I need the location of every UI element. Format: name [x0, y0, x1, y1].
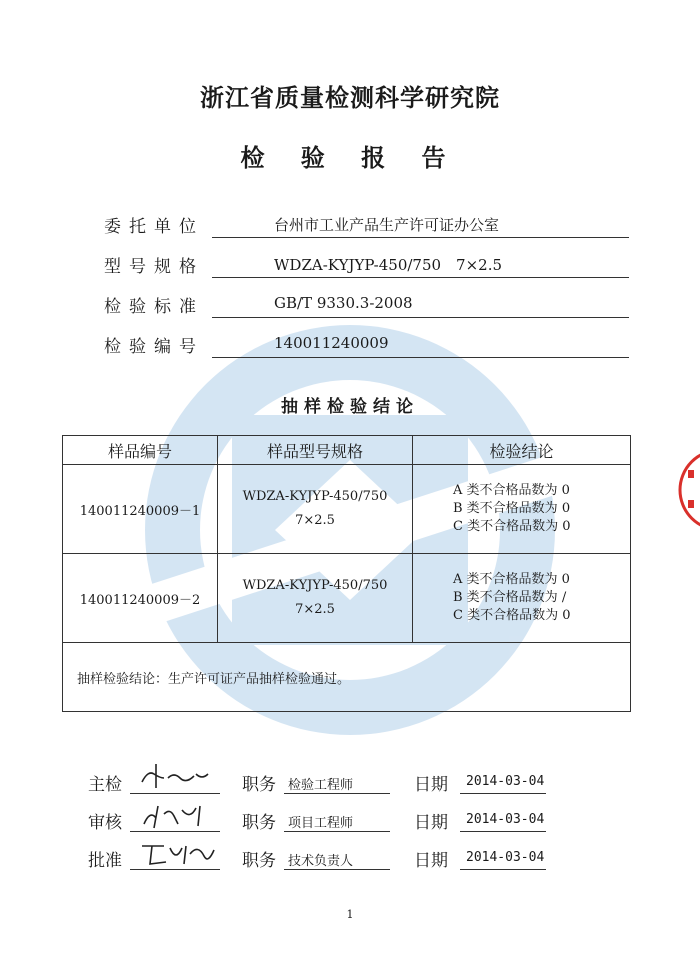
- info-value: WDZA-KYJYP-450/750 7×2.5: [274, 256, 503, 274]
- section-title: 抽样检验结论: [281, 397, 419, 417]
- model-line: WDZA-KYJYP-450/750: [242, 578, 388, 593]
- table-header-row: [63, 436, 631, 465]
- conclusion-row: [63, 643, 631, 712]
- signature-row-reviewer: [88, 806, 548, 836]
- table-row: [63, 554, 631, 643]
- underline: [212, 237, 629, 238]
- inspection-result: [413, 554, 631, 643]
- underline: [284, 793, 390, 794]
- result-line: B 类不合格品数为 0: [453, 501, 571, 516]
- underline: [284, 831, 390, 832]
- position-label: 职务: [242, 813, 276, 833]
- report-title: 检 验 报 告: [240, 143, 460, 172]
- table-row: [63, 465, 631, 554]
- result-line: A 类不合格品数为 0: [453, 572, 570, 587]
- column-header: 样品型号规格: [218, 436, 413, 465]
- handwritten-signature-icon: [134, 798, 224, 832]
- info-row-number: [104, 332, 629, 358]
- date-label: 日期: [414, 851, 448, 871]
- underline: [130, 793, 220, 794]
- handwritten-signature-icon: [134, 836, 224, 870]
- inspection-result: [413, 465, 631, 554]
- organization-title: 浙江省质量检测科学研究院: [200, 83, 500, 112]
- results-table: [62, 435, 631, 712]
- info-row-standard: [104, 292, 629, 318]
- sampling-conclusion: 抽样检验结论：生产许可证产品抽样检验通过。: [63, 643, 631, 712]
- signature-row-approver: [88, 844, 548, 874]
- signature-role: 批准: [88, 851, 122, 871]
- result-line: C 类不合格品数为 0: [453, 608, 571, 623]
- sample-model: [218, 554, 413, 643]
- info-row-model: [104, 252, 629, 278]
- position-value: 项目工程师: [288, 816, 354, 831]
- underline: [212, 317, 629, 318]
- position-value: 技术负责人: [288, 854, 354, 869]
- date-label: 日期: [414, 775, 448, 795]
- date-label: 日期: [414, 813, 448, 833]
- info-row-client: [104, 212, 629, 238]
- signature-role: 审核: [88, 813, 122, 833]
- info-label: 检验标准: [104, 297, 204, 317]
- date-value: 2014-03-04: [466, 850, 545, 865]
- info-label: 委托单位: [104, 217, 204, 237]
- column-header: 检验结论: [413, 436, 631, 465]
- underline: [130, 831, 220, 832]
- model-line: 7×2.5: [295, 513, 335, 528]
- sample-id: 140011240009－2: [63, 554, 218, 643]
- sample-id: 140011240009－1: [63, 465, 218, 554]
- info-value: 台州市工业产品生产许可证办公室: [274, 216, 500, 234]
- result-line: B 类不合格品数为 /: [453, 590, 567, 605]
- underline: [460, 831, 546, 832]
- underline: [460, 793, 546, 794]
- info-value: GB/T 9330.3-2008: [274, 294, 413, 312]
- date-value: 2014-03-04: [466, 812, 545, 827]
- official-stamp-icon: [670, 440, 700, 540]
- underline: [460, 869, 546, 870]
- column-header: 样品编号: [63, 436, 218, 465]
- underline: [212, 277, 629, 278]
- underline: [212, 357, 629, 358]
- result-line: C 类不合格品数为 0: [453, 519, 571, 534]
- date-value: 2014-03-04: [466, 774, 545, 789]
- info-value: 140011240009: [274, 334, 389, 352]
- model-line: 7×2.5: [295, 602, 335, 617]
- info-label: 检验编号: [104, 337, 204, 357]
- underline: [130, 869, 220, 870]
- signature-role: 主检: [88, 775, 122, 795]
- position-value: 检验工程师: [288, 778, 354, 793]
- underline: [284, 869, 390, 870]
- page-number: 1: [346, 908, 354, 921]
- position-label: 职务: [242, 775, 276, 795]
- signature-row-inspector: [88, 768, 548, 798]
- info-label: 型号规格: [104, 257, 204, 277]
- model-line: WDZA-KYJYP-450/750: [242, 489, 388, 504]
- position-label: 职务: [242, 851, 276, 871]
- sample-model: [218, 465, 413, 554]
- handwritten-signature-icon: [134, 760, 224, 794]
- result-line: A 类不合格品数为 0: [453, 483, 570, 498]
